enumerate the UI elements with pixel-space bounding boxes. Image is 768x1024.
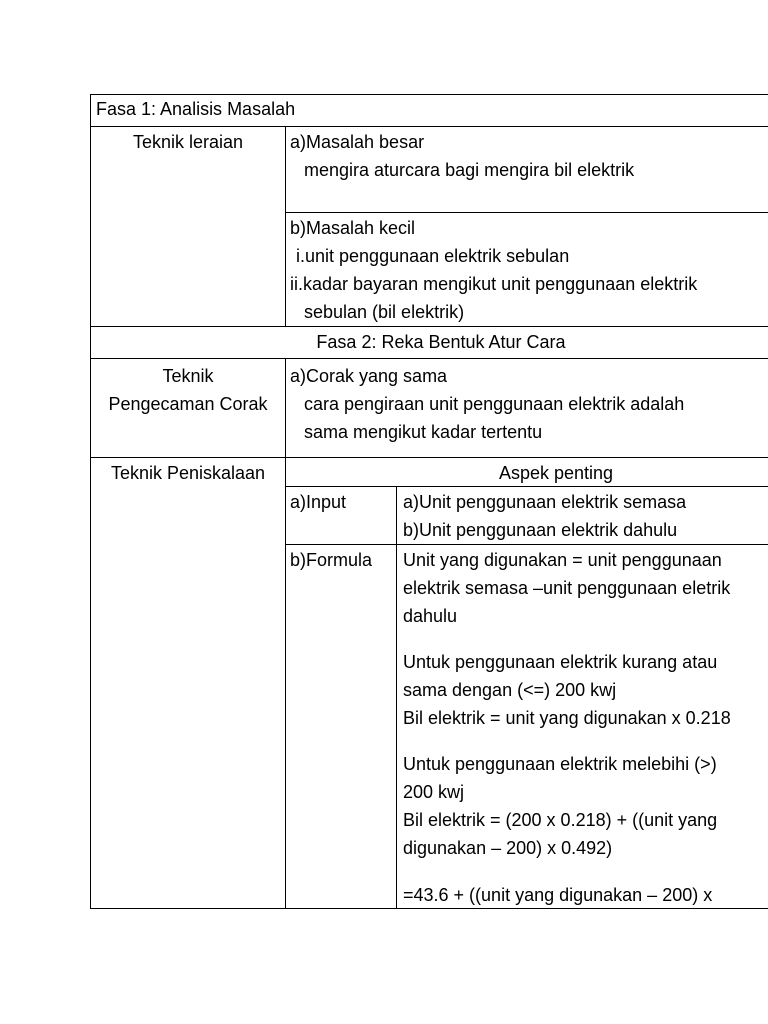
small-problem-cell: [290, 214, 697, 326]
small-problem-item-ii-line1: ii.kadar bayaran mengikut unit penggunaan elektrik: [290, 274, 698, 294]
generalization-technique-cell: [91, 459, 285, 487]
row-divider-pattern: [90, 457, 768, 458]
table-border-left: [90, 94, 91, 909]
row-divider-phase2-title-bottom: [90, 358, 768, 359]
small-problem-item-ii-line2: sebulan (bil elektrik): [304, 302, 465, 322]
formula-units-line3: dahulu: [403, 606, 458, 626]
pattern-text-line1: cara pengiraan unit penggunaan elektrik adalah: [304, 394, 685, 414]
big-problem-cell: [290, 128, 634, 184]
formula-label-cell: [290, 546, 372, 574]
input-content-cell: [403, 488, 686, 544]
formula-low-usage-line1: Untuk penggunaan elektrik kurang atau: [403, 652, 718, 672]
formula-high-usage-line3: Bil elektrik = (200 x 0.218) + ((unit yang: [403, 810, 718, 830]
formula-high-usage-cell: [403, 750, 717, 862]
formula-simplified-cell: [403, 881, 712, 909]
formula-high-usage-line4: digunakan – 200) x 0.492): [403, 838, 613, 858]
column-divider-technique-phase1: [285, 126, 286, 327]
aspect-header-text: Aspek penting: [498, 463, 614, 483]
pattern-technique-cell: [91, 362, 285, 418]
formula-units-line2: elektrik semasa –unit penggunaan eletrik: [403, 578, 731, 598]
decomposition-technique-cell: [91, 128, 285, 156]
row-divider-big-problem: [285, 212, 768, 213]
big-problem-text: mengira aturcara bagi mengira bil elektrik: [304, 160, 635, 180]
input-label-cell: [290, 488, 346, 516]
generalization-technique-label: Teknik Peniskalaan: [110, 463, 266, 483]
pattern-technique-line1: Teknik: [162, 366, 214, 386]
column-divider-technique-phase2: [285, 358, 286, 909]
row-divider-input: [285, 544, 768, 545]
formula-low-usage-cell: [403, 648, 731, 732]
phase1-title-text: Fasa 1: Analisis Masalah: [96, 99, 296, 119]
column-divider-aspect: [396, 486, 397, 909]
big-problem-label: a)Masalah besar: [290, 132, 425, 152]
formula-high-usage-line2: 200 kwj: [403, 782, 465, 802]
input-label: a)Input: [290, 492, 347, 512]
formula-units-line1: Unit yang digunakan = unit penggunaan: [403, 550, 722, 570]
pattern-label: a)Corak yang sama: [290, 366, 448, 386]
decomposition-technique-label: Teknik leraian: [132, 132, 244, 152]
formula-high-usage-line1: Untuk penggunaan elektrik melebihi (>): [403, 754, 717, 774]
small-problem-label: b)Masalah kecil: [290, 218, 416, 238]
formula-low-usage-line2: sama dengan (<=) 200 kwj: [403, 680, 617, 700]
formula-label: b)Formula: [290, 550, 373, 570]
formula-low-usage-line3: Bil elektrik = unit yang digunakan x 0.218: [403, 708, 731, 728]
pattern-technique-line2: Pengecaman Corak: [108, 394, 268, 414]
phase1-title: [96, 95, 295, 123]
formula-simplified-line1: =43.6 + ((unit yang digunakan – 200) x: [403, 885, 713, 905]
phase2-title: [91, 328, 768, 356]
input-item-current: a)Unit penggunaan elektrik semasa: [403, 492, 687, 512]
input-item-previous: b)Unit penggunaan elektrik dahulu: [403, 520, 678, 540]
pattern-text-line2: sama mengikut kadar tertentu: [304, 422, 543, 442]
small-problem-item-i: i.unit penggunaan elektrik sebulan: [296, 246, 570, 266]
pattern-cell: [290, 362, 684, 446]
row-divider-phase2-title-top: [90, 326, 768, 327]
formula-content-cell: [403, 546, 730, 630]
row-divider-phase1-title: [90, 126, 768, 127]
aspect-header-cell: [286, 459, 768, 487]
phase2-title-text: Fasa 2: Reka Bentuk Atur Cara: [316, 332, 566, 352]
